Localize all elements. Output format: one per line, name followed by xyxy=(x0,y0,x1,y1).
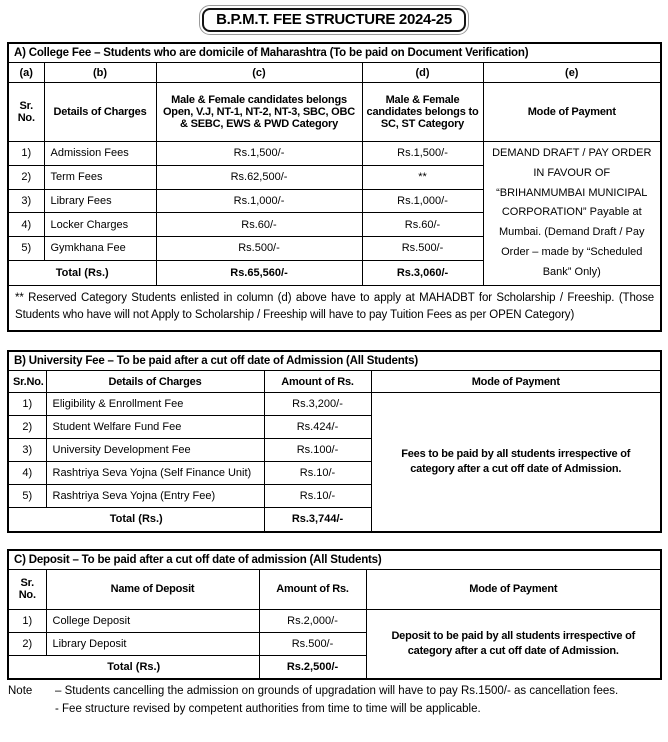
sc-st-amount-cell: Rs.1,000/- xyxy=(362,189,483,213)
charge-name-cell: Gymkhana Fee xyxy=(44,237,156,261)
header-sr-no: Sr.No. xyxy=(8,371,46,393)
col-letter-c: (c) xyxy=(156,63,362,83)
university-fee-table xyxy=(7,350,662,533)
header-details-of-charges: Details of Charges xyxy=(46,371,264,393)
charge-name-cell: Eligibility & Enrollment Fee xyxy=(46,393,264,416)
section-c-heading: C) Deposit – To be paid after a cut off date of admission (All Students) xyxy=(8,550,661,570)
mode-of-payment-cell: Fees to be paid by all students irrespective of category after a cut off date of Admission. xyxy=(371,393,661,532)
col-letter-e: (e) xyxy=(483,63,661,83)
open-amount-cell: Rs.1,500/- xyxy=(156,142,362,166)
mode-of-payment-cell: Deposit to be paid by all students irrespective of category after a cut off date of Admission. xyxy=(366,609,661,679)
header-amount: Amount of Rs. xyxy=(259,569,366,609)
deposit-name-cell: Library Deposit xyxy=(46,632,259,655)
total-label: Total (Rs.) xyxy=(8,655,259,679)
header-sc-st-category: Male & Female candidates belongs to SC, ST Category xyxy=(362,83,483,142)
col-letter-d: (d) xyxy=(362,63,483,83)
table-row xyxy=(8,609,661,632)
sr-no-cell: 3) xyxy=(8,439,46,462)
header-name-of-deposit: Name of Deposit xyxy=(46,569,259,609)
section-a-heading: A) College Fee – Students who are domicile of Maharashtra (To be paid on Document Verification) xyxy=(8,43,661,63)
open-amount-cell: Rs.500/- xyxy=(156,237,362,261)
section-b-heading-row xyxy=(8,351,661,371)
sr-no-cell: 2) xyxy=(8,165,44,189)
sr-no-cell: 4) xyxy=(8,213,44,237)
page-title: B.P.M.T. FEE STRUCTURE 2024-25 xyxy=(202,8,466,32)
header-sr-no: Sr. No. xyxy=(8,83,44,142)
total-open-amount: Rs.65,560/- xyxy=(156,260,362,285)
charge-name-cell: Rashtriya Seva Yojna (Self Finance Unit) xyxy=(46,462,264,485)
charge-name-cell: Student Welfare Fund Fee xyxy=(46,416,264,439)
open-amount-cell: Rs.60/- xyxy=(156,213,362,237)
col-letter-a: (a) xyxy=(8,63,44,83)
notes-label: Note xyxy=(8,685,33,698)
total-amount: Rs.2,500/- xyxy=(259,655,366,679)
header-open-category: Male & Female candidates belongs Open, V.J, NT-1, NT-2, NT-3, SBC, OBC & SEBC, EWS & PWD Category xyxy=(156,83,362,142)
table-row xyxy=(8,142,661,166)
sr-no-cell: 2) xyxy=(8,416,46,439)
table-row xyxy=(8,393,661,416)
reserved-category-footnote: ** Reserved Category Students enlisted in column (d) above have to apply at MAHADBT for Scholarship / Freeship. (Those Students who have will not Apply to Scholarship / Freeship will have to pay Tuition Fees as per OPEN Category) xyxy=(8,285,661,331)
header-mode-of-payment: Mode of Payment xyxy=(366,569,661,609)
sc-st-amount-cell: ** xyxy=(362,165,483,189)
sc-st-amount-cell: Rs.500/- xyxy=(362,237,483,261)
sr-no-cell: 1) xyxy=(8,393,46,416)
column-letter-row xyxy=(8,63,661,83)
section-a-header-row xyxy=(8,83,661,142)
note-item: – Students cancelling the admission on grounds of upgradation will have to pay Rs.1500/- as cancellation fees. xyxy=(55,685,619,698)
amount-cell: Rs.10/- xyxy=(264,485,371,508)
notes-items xyxy=(55,683,661,719)
sr-no-cell: 2) xyxy=(8,632,46,655)
sr-no-cell: 5) xyxy=(8,485,46,508)
sr-no-cell: 5) xyxy=(8,237,44,261)
header-details-of-charges: Details of Charges xyxy=(44,83,156,142)
charge-name-cell: Library Fees xyxy=(44,189,156,213)
charge-name-cell: Admission Fees xyxy=(44,142,156,166)
section-c-heading-row xyxy=(8,550,661,570)
mode-of-payment-cell: DEMAND DRAFT / PAY ORDER IN FAVOUR OF “BRIHANMUMBAI MUNICIPAL CORPORATION” Payable at Mumbai. (Demand Draft / Pay Order – made by “Scheduled Bank” Only) xyxy=(483,142,661,286)
title-container xyxy=(7,8,661,32)
total-label: Total (Rs.) xyxy=(8,260,156,285)
header-mode-of-payment: Mode of Payment xyxy=(483,83,661,142)
college-fee-table xyxy=(7,42,662,332)
amount-cell: Rs.3,200/- xyxy=(264,393,371,416)
sr-no-cell: 4) xyxy=(8,462,46,485)
charge-name-cell: Locker Charges xyxy=(44,213,156,237)
deposit-table xyxy=(7,549,662,681)
notes-block xyxy=(7,683,661,719)
footnote-row xyxy=(8,285,661,331)
sc-st-amount-cell: Rs.60/- xyxy=(362,213,483,237)
total-label: Total (Rs.) xyxy=(8,508,264,532)
total-sc-st-amount: Rs.3,060/- xyxy=(362,260,483,285)
header-sr-no: Sr. No. xyxy=(8,569,46,609)
open-amount-cell: Rs.62,500/- xyxy=(156,165,362,189)
section-gap xyxy=(7,533,661,549)
sr-no-cell: 1) xyxy=(8,609,46,632)
charge-name-cell: Rashtriya Seva Yojna (Entry Fee) xyxy=(46,485,264,508)
sr-no-cell: 1) xyxy=(8,142,44,166)
charge-name-cell: Term Fees xyxy=(44,165,156,189)
amount-cell: Rs.2,000/- xyxy=(259,609,366,632)
open-amount-cell: Rs.1,000/- xyxy=(156,189,362,213)
section-a-heading-row xyxy=(8,43,661,63)
sr-no-cell: 3) xyxy=(8,189,44,213)
section-gap xyxy=(7,332,661,350)
amount-cell: Rs.424/- xyxy=(264,416,371,439)
amount-cell: Rs.10/- xyxy=(264,462,371,485)
note-item: - Fee structure revised by competent authorities from time to time will be applicable. xyxy=(55,702,481,715)
section-b-heading: B) University Fee – To be paid after a cut off date of Admission (All Students) xyxy=(8,351,661,371)
header-amount: Amount of Rs. xyxy=(264,371,371,393)
section-c-header-row xyxy=(8,569,661,609)
col-letter-b: (b) xyxy=(44,63,156,83)
total-amount: Rs.3,744/- xyxy=(264,508,371,532)
deposit-name-cell: College Deposit xyxy=(46,609,259,632)
header-mode-of-payment: Mode of Payment xyxy=(371,371,661,393)
amount-cell: Rs.500/- xyxy=(259,632,366,655)
amount-cell: Rs.100/- xyxy=(264,439,371,462)
charge-name-cell: University Development Fee xyxy=(46,439,264,462)
section-b-header-row xyxy=(8,371,661,393)
sc-st-amount-cell: Rs.1,500/- xyxy=(362,142,483,166)
